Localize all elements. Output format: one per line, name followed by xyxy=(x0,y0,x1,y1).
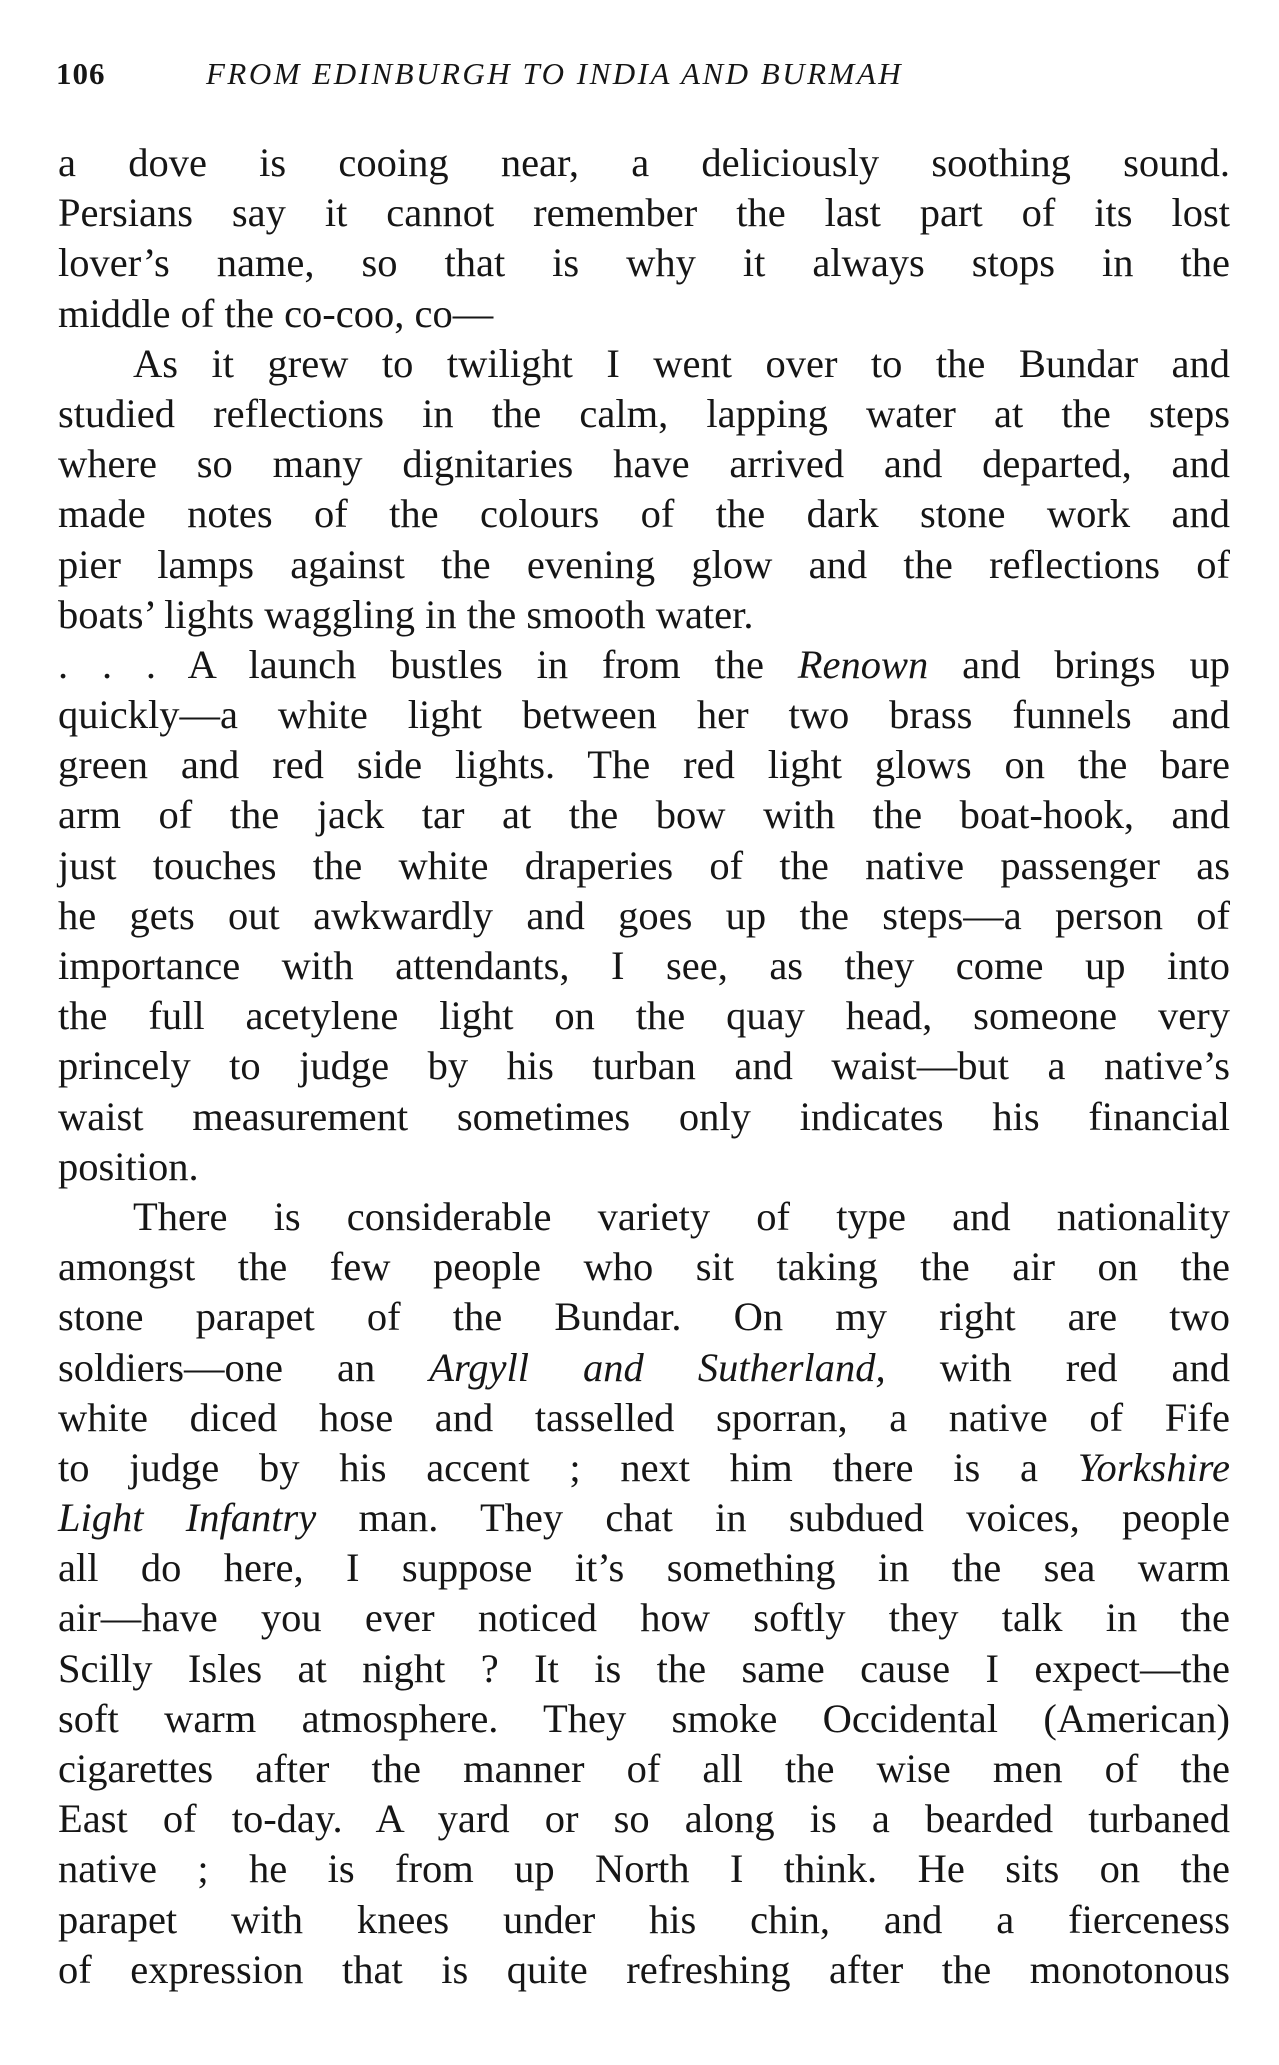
text-segment: cigarettes after the manner of all the wise men of the xyxy=(58,1746,1230,1791)
body-text xyxy=(58,138,1230,1995)
text-segment: stone parapet of the Bundar. On my right are two xyxy=(58,1294,1230,1340)
text-segment: amongst the few people who sit taking the air on the xyxy=(58,1244,1230,1290)
text-segment: parapet with knees under his chin, and a fierceness xyxy=(58,1896,1230,1942)
text-line xyxy=(58,489,1230,539)
text-line xyxy=(58,991,1230,1041)
text-line xyxy=(58,1945,1230,1995)
text-segment: importance with attendants, I see, as they come up into xyxy=(58,943,1230,988)
text-segment: middle of the co-coo, co— xyxy=(58,290,494,336)
text-line xyxy=(58,790,1230,840)
text-segment: all do here, I suppose it’s something in the sea warm xyxy=(58,1545,1230,1591)
text-segment: he gets out awkwardly and goes up the steps—a person of xyxy=(58,892,1230,938)
text-segment: white diced hose and tasselled sporran, a native of Fife xyxy=(58,1394,1230,1440)
text-line xyxy=(58,439,1230,489)
text-segment: Persians say it cannot remember the last part of its lost xyxy=(58,190,1230,236)
text-line xyxy=(58,1644,1230,1694)
text-line xyxy=(58,1744,1230,1794)
text-line xyxy=(58,389,1230,439)
text-line xyxy=(58,640,1230,690)
text-line xyxy=(58,1292,1230,1342)
text-segment: boats’ lights waggling in the smooth water. xyxy=(58,591,754,637)
text-segment: studied reflections in the calm, lapping water at the steps xyxy=(58,390,1230,436)
page-header xyxy=(56,56,1219,100)
text-segment: with red and xyxy=(885,1344,1230,1390)
text-line xyxy=(58,590,1230,640)
text-line xyxy=(58,1041,1230,1091)
text-line xyxy=(58,1895,1230,1945)
text-line xyxy=(58,1092,1230,1142)
text-segment: soft warm atmosphere. They smoke Occidental (American) xyxy=(58,1695,1230,1741)
text-line xyxy=(58,238,1230,288)
text-segment: princely to judge by his turban and waist—but a native’s xyxy=(58,1043,1230,1089)
text-line xyxy=(58,1142,1230,1192)
text-line xyxy=(58,1443,1230,1493)
text-segment: Scilly Isles at night ? It is the same cause I expect—the xyxy=(58,1645,1230,1691)
text-segment: where so many dignitaries have arrived and departed, and xyxy=(58,441,1230,487)
text-segment: a dove is cooing near, a deliciously soothing sound. xyxy=(58,140,1230,185)
text-segment: to judge by his accent ; next him there is a xyxy=(58,1444,1078,1490)
text-segment: East of to-day. A yard or so along is a bearded turbaned xyxy=(58,1796,1230,1842)
text-segment: air—have you ever noticed how softly they talk in the xyxy=(58,1595,1230,1641)
text-line xyxy=(58,1493,1230,1543)
text-line xyxy=(58,1393,1230,1443)
text-segment: and brings up xyxy=(928,641,1230,687)
text-segment: quickly—a white light between her two brass funnels and xyxy=(58,692,1230,738)
text-line xyxy=(58,841,1230,891)
text-segment: lover’s name, so that is why it always stops in the xyxy=(58,240,1230,286)
text-segment: . . . A launch bustles in from the xyxy=(58,641,798,687)
text-segment: There is considerable variety of type and nationality xyxy=(133,1193,1230,1239)
text-line xyxy=(58,891,1230,941)
text-line xyxy=(58,941,1230,991)
text-segment: man. They chat in subdued voices, people xyxy=(316,1495,1230,1541)
text-line xyxy=(58,1593,1230,1643)
text-line xyxy=(58,339,1230,389)
italic-text: Light Infantry xyxy=(58,1495,317,1541)
text-segment: of expression that is quite refreshing after the monotonous xyxy=(58,1946,1230,1992)
text-line xyxy=(58,1192,1230,1242)
text-line xyxy=(58,289,1230,339)
text-segment: arm of the jack tar at the bow with the boat-hook, and xyxy=(58,792,1230,838)
text-segment: made notes of the colours of the dark stone work and xyxy=(58,491,1230,537)
text-segment: pier lamps against the evening glow and the reflections of xyxy=(58,541,1230,587)
text-line xyxy=(58,1694,1230,1744)
text-segment: waist measurement sometimes only indicates his financial xyxy=(58,1093,1230,1139)
text-line xyxy=(58,1794,1230,1844)
text-line xyxy=(58,690,1230,740)
text-segment: green and red side lights. The red light glows on the bare xyxy=(58,742,1230,788)
text-line xyxy=(58,1343,1230,1393)
text-segment: As it grew to twilight I went over to the Bundar and xyxy=(133,340,1230,386)
italic-text: Yorkshire xyxy=(1077,1444,1230,1490)
running-head: FROM EDINBURGH TO INDIA AND BURMAH xyxy=(206,56,904,91)
text-line xyxy=(58,1543,1230,1593)
text-line xyxy=(58,1844,1230,1894)
page-number: 106 xyxy=(56,56,106,91)
text-line xyxy=(58,138,1230,188)
text-segment: the full acetylene light on the quay head, someone very xyxy=(58,993,1230,1039)
text-segment: just touches the white draperies of the native passenger as xyxy=(58,842,1230,888)
text-segment: native ; he is from up North I think. He sits on the xyxy=(58,1846,1230,1892)
text-segment: position. xyxy=(58,1143,199,1189)
text-segment: soldiers—one an xyxy=(58,1344,430,1390)
italic-text: Renown xyxy=(797,641,929,687)
text-line xyxy=(58,540,1230,590)
italic-text: Argyll and Sutherland, xyxy=(429,1344,886,1390)
text-line xyxy=(58,740,1230,790)
text-line xyxy=(58,188,1230,238)
text-line xyxy=(58,1242,1230,1292)
